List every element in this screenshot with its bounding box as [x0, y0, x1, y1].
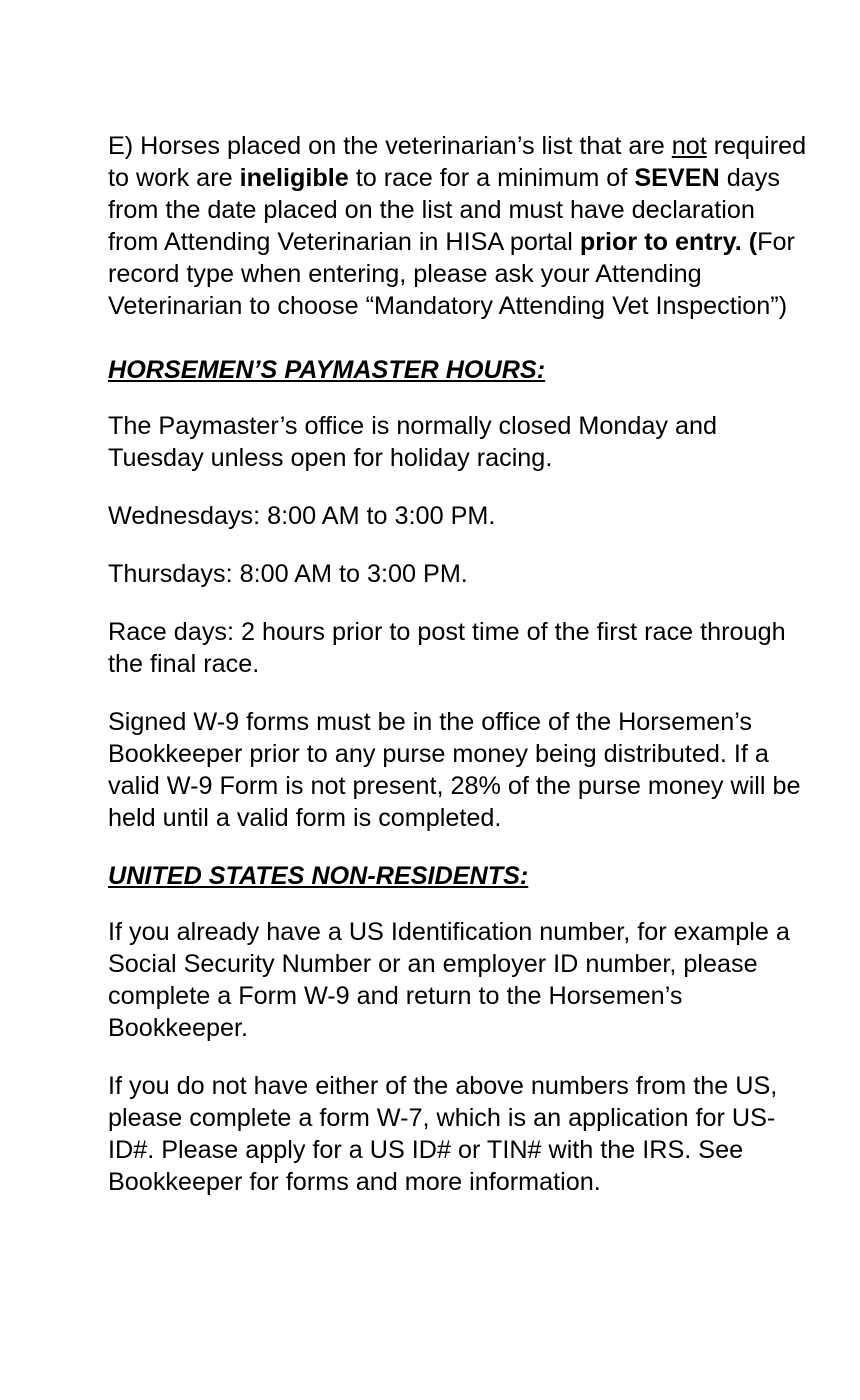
- section-e-prefix: E) Horses placed on the veterinarian’s list that are: [108, 132, 672, 160]
- non-residents-heading: UNITED STATES NON-RESIDENTS:: [108, 862, 529, 890]
- paymaster-heading: HORSEMEN’S PAYMASTER HOURS:: [108, 356, 546, 384]
- section-e-text-3: days from the date placed on the list and must have declaration from Attending Veterinarian in HISA portal: [108, 164, 780, 256]
- paymaster-thursdays: Thursdays: 8:00 AM to 3:00 PM.: [108, 560, 468, 588]
- section-e-ineligible: ineligible: [239, 164, 349, 192]
- paymaster-w9-note: Signed W-9 forms must be in the office of the Horsemen’s Bookkeeper prior to any purse money being distributed. If a valid W-9 Form is not present, 28% of the purse money will be held until a valid form is completed.: [108, 708, 801, 832]
- document-page: [108, 130, 808, 1224]
- section-e-text-2: to race for a minimum of: [348, 164, 635, 192]
- non-residents-paragraph-1: If you already have a US Identification number, for example a Social Security Number or an employer ID number, please complete a Form W-9 and return to the Horsemen’s Bookkeeper.: [108, 918, 790, 1042]
- section-e-text-4: For record type when entering, please ask your Attending Veterinarian to choose “Mandatory Attending Vet Inspection”): [108, 228, 795, 320]
- section-e-prior-to-entry: prior to entry. (: [579, 228, 758, 256]
- paymaster-intro: The Paymaster’s office is normally closed Monday and Tuesday unless open for holiday racing.: [108, 412, 717, 472]
- section-e-paragraph: [108, 130, 808, 322]
- paymaster-wednesdays: Wednesdays: 8:00 AM to 3:00 PM.: [108, 502, 496, 530]
- section-e-seven: SEVEN: [634, 164, 720, 192]
- non-residents-paragraph-2: If you do not have either of the above numbers from the US, please complete a form W-7, which is an application for US-ID#. Please apply for a US ID# or TIN# with the IRS. See Bookkeeper for forms and more information.: [108, 1072, 778, 1196]
- section-e-text-1: required to work are: [108, 132, 807, 192]
- paymaster-race-days: Race days: 2 hours prior to post time of the first race through the final race.: [108, 618, 786, 678]
- section-e-not: not: [671, 132, 707, 160]
